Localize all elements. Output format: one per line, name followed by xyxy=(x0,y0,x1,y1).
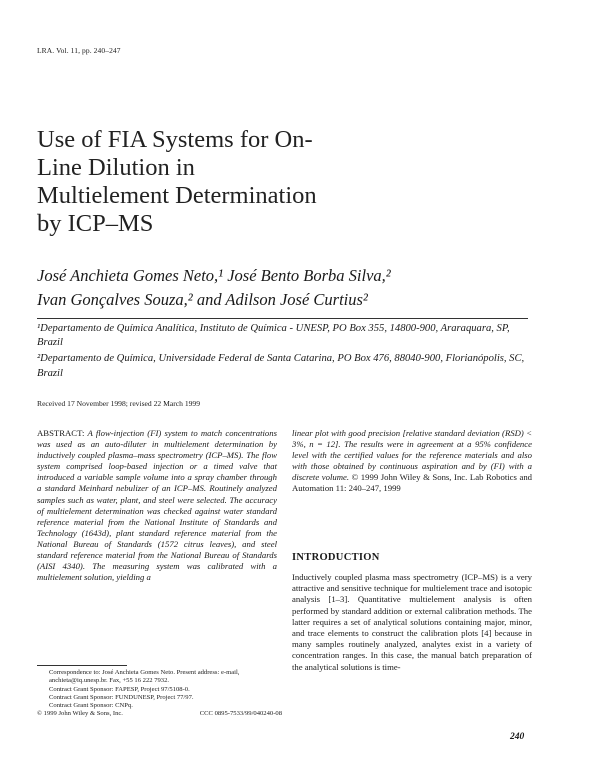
title-line: Use of FIA Systems for On- xyxy=(37,126,313,153)
footnotes xyxy=(37,669,282,719)
affiliation-2: ²Departamento de Química, Universidade Federal de Santa Catarina, PO Box 476, 88040-900, Florianópolis, SC, Brazil xyxy=(37,353,525,379)
footnote-divider xyxy=(37,665,127,666)
section-heading-introduction: INTRODUCTION xyxy=(292,552,380,563)
abstract-right-column xyxy=(292,428,532,495)
footnote-correspondence: Correspondence to: José Anchieta Gomes Neto. Present address: e-mail, anchieta@iq.unesp.br. Fax, +55 16 222 7932. xyxy=(49,669,240,685)
abstract-text: A flow-injection (FI) system to match concentrations was used as an auto-diluter in multielement determination by inductively coupled plasma–mass spectrometry (ICP–MS). The flow system comprised loop-based injection or a timed valve that introduced a variable sample volume into a spray chamber through a standard Meinhard nebulizer of an ICP–MS. Routinely analyzed samples such as water, plant, and steel were selected. The accuracy of multielement determination was checked against water standard reference material from the National Institute of Standards and Technology (1643d), plant standard reference material from the National Bureau of Standards (1572 citrus leaves), and steel standard reference material from the National Bureau of Standards (AISI 4340). The measuring system was calibrated with a multielement solution, yielding a xyxy=(37,428,277,583)
title-line: Multielement Determination xyxy=(37,182,317,209)
footnote-grant: Contract Grant Sponsor: FUNDUNESP, Project 77/97. xyxy=(49,693,194,701)
abstract-left-column xyxy=(37,428,277,583)
abstract-continued-text: linear plot with good precision [relative standard deviation (RSD) < 3%, n = 12]. The results were in agreement at a 95% confidence level with the certified values for the reference materials and also with those obtained by continuous aspiration and by (FI) with a discrete volume. xyxy=(292,428,532,483)
abstract-citation: © 1999 John Wiley & Sons, Inc. Lab Robotics and Automation 11: 240–247, 1999 xyxy=(292,472,533,494)
paper-title xyxy=(37,126,417,238)
footnote-grant: Contract Grant Sponsor: FAPESP, Project 97/5108-0. xyxy=(49,685,190,693)
received-dates: Received 17 November 1998; revised 22 March 1999 xyxy=(37,399,201,408)
copyright-line xyxy=(37,710,282,718)
title-line: Line Dilution in xyxy=(37,154,195,181)
affiliations xyxy=(37,322,529,383)
footnote-grant: Contract Grant Sponsor: CNPq. xyxy=(49,702,133,710)
author-line-1: José Anchieta Gomes Neto,¹ José Bento Borba Silva,² xyxy=(37,266,391,285)
ccc-code: CCC 0895-7533/99/040240-08 xyxy=(199,710,282,718)
page-number: 240 xyxy=(510,732,525,742)
abstract-label: ABSTRACT: xyxy=(37,428,85,438)
author-list xyxy=(37,264,537,312)
journal-reference: LRA. Vol. 11, pp. 240–247 xyxy=(37,46,121,55)
title-line: by ICP–MS xyxy=(37,210,154,237)
introduction-text: Inductively coupled plasma mass spectrometry (ICP–MS) is a very attractive and sensitive technique for multielement trace and isotopic analysis [1–3]. Quantitative multielement analysis is often performed by standard addition or external calibration methods. The latter requires a set of analytical solutions containing major, minor, and trace elements to construct the calibration plots [4] because in many samples routinely analyzed, analytes exist in a variety of concentration ranges. In this case, the manual batch preparation of the analytical solutions is time- xyxy=(292,572,532,672)
author-line-2: Ivan Gonçalves Souza,² and Adilson José Curtius² xyxy=(37,290,368,309)
divider xyxy=(37,318,528,319)
copyright: © 1999 John Wiley & Sons, Inc. xyxy=(37,710,123,718)
affiliation-1: ¹Departamento de Química Analítica, Instituto de Química - UNESP, PO Box 355, 14800-900, Araraquara, SP, Brazil xyxy=(37,323,510,349)
